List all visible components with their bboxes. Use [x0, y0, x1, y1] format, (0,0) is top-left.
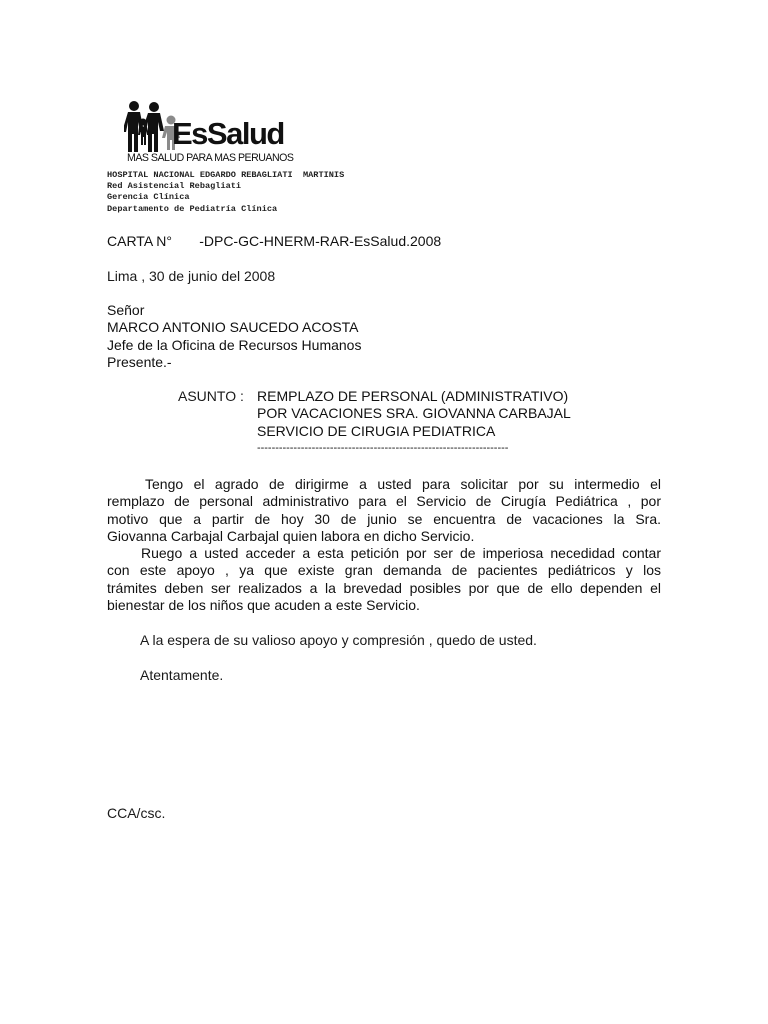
paragraph-line: motivo que a partir de hoy 30 de junio se encuentra de vacaciones la Sra. [107, 510, 661, 527]
paragraph-line: bienestar de los niños que acuden a este Servicio. [107, 597, 420, 614]
subject-line: REMPLAZO DE PERSONAL (ADMINISTRATIVO) [257, 388, 569, 404]
recipient-salutation: Señor [107, 302, 145, 318]
subject-lines [257, 388, 571, 440]
hospital-name: HOSPITAL NACIONAL EDGARDO REBAGLIATI MARTINIS [107, 170, 345, 180]
paragraph-line: con este apoyo , ya que existe gran demanda de pacientes pediátricos y los [107, 562, 661, 579]
paragraph-3: A la espera de su valioso apoyo y compresión , quedo de usted. [140, 632, 537, 648]
paragraph-1 [107, 476, 661, 546]
author-initials: CCA/csc. [107, 805, 166, 821]
subject-rule: --------------------------------------------------------------------- [257, 442, 509, 454]
paragraph-line: remplazo de personal administrativo para el Servicio de Cirugía Pediátrica , por [107, 493, 661, 510]
logo-wordmark: EsSalud [172, 116, 284, 151]
letter-reference: CARTA N° -DPC-GC-HNERM-RAR-EsSalud.2008 [107, 233, 442, 249]
subject-line: POR VACACIONES SRA. GIOVANNA CARBAJAL [257, 405, 571, 422]
subject-line: SERVICIO DE CIRUGIA PEDIATRICA [257, 422, 496, 439]
subject-label: ASUNTO : [178, 388, 244, 404]
letter-date: Lima , 30 de junio del 2008 [107, 268, 276, 284]
recipient-presente: Presente.- [107, 354, 172, 371]
department-name: Departamento de Pediatría Clínica [107, 203, 278, 214]
logo-tagline: MAS SALUD PARA MAS PERUANOS [127, 152, 294, 164]
recipient-name: MARCO ANTONIO SAUCEDO ACOSTA [107, 319, 359, 336]
institution-header [107, 170, 344, 215]
management-name: Gerencia Clínica [107, 192, 190, 203]
paragraph-line: Tengo el agrado de dirigirme a usted para solicitar por su intermedio el [145, 476, 661, 492]
recipient-block [107, 302, 361, 372]
essalud-logo [124, 100, 294, 166]
network-name: Red Asistencial Rebagliati [107, 181, 242, 192]
paragraph-line: Ruego a usted acceder a esta petición por ser de imperiosa necedidad contar [141, 545, 661, 561]
recipient-title: Jefe de la Oficina de Recursos Humanos [107, 336, 362, 353]
paragraph-2 [107, 545, 661, 615]
paragraph-line: trámites deben ser realizados a la brevedad posibles por que de ello dependen el [107, 579, 661, 596]
paragraph-line: Giovanna Carbajal Carbajal quien labora en dicho Servicio. [107, 528, 475, 545]
closing-salutation: Atentamente. [140, 667, 224, 683]
